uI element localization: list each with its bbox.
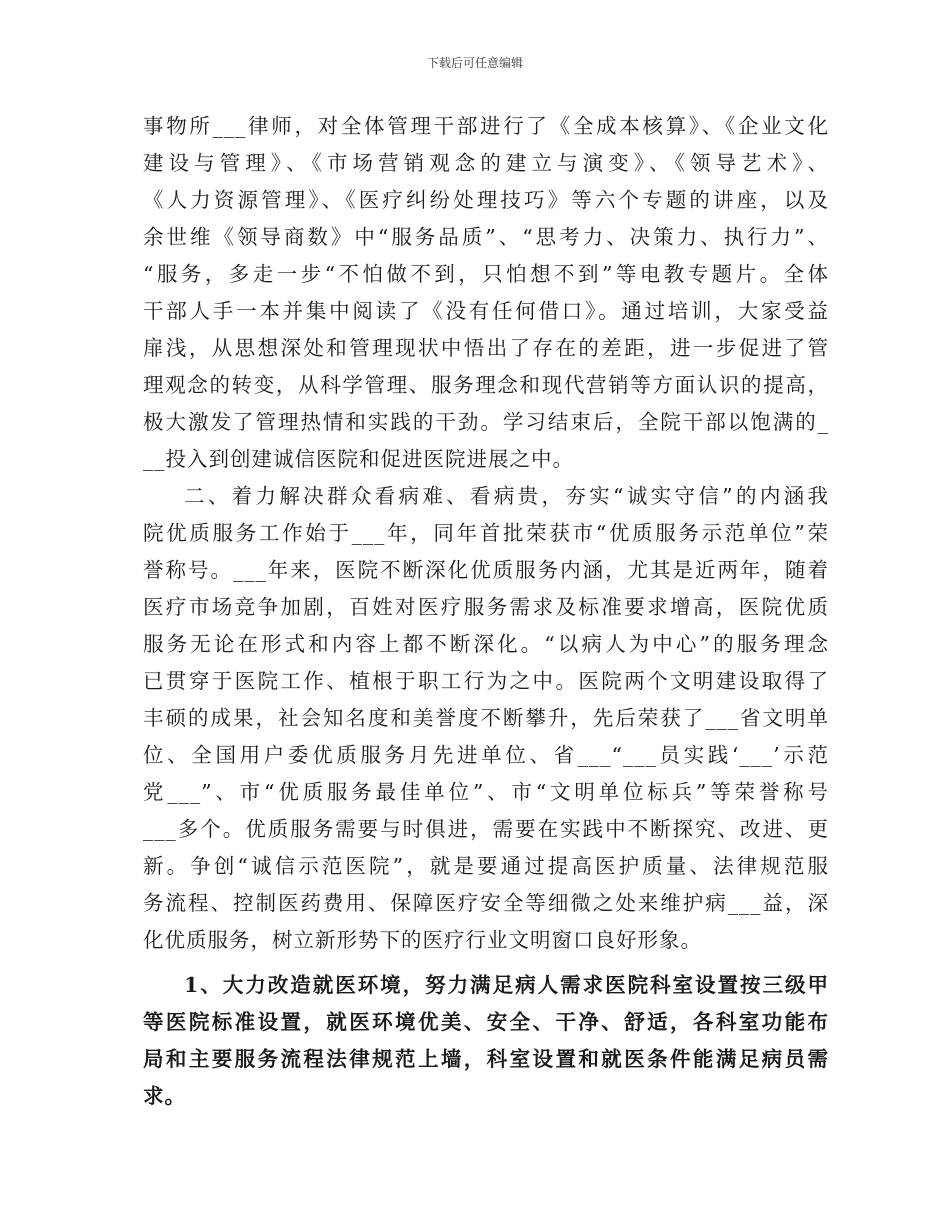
text-line: 新。争创“诚信示范医院”，就是要通过提高医护质量、法律规范服 xyxy=(143,854,829,878)
text-line: 《人力资源管理》、《医疗纠纷处理技巧》等六个专题的讲座，以及 xyxy=(143,188,829,212)
text-line: 化优质服务，树立新形势下的医疗行业文明窗口良好形象。 xyxy=(143,928,702,952)
text-line: 干部人手一本并集中阅读了《没有任何借口》。通过培训，大家受益 xyxy=(143,299,829,323)
text-line: 事物所___律师，对全体管理干部进行了《全成本核算》、《企业文化 xyxy=(143,114,829,138)
text-line: 服务无论在形式和内容上都不断深化。“以病人为中心”的服务理念 xyxy=(143,632,829,656)
text-line: ___多个。优质服务需要与时俱进，需要在实践中不断探究、改进、更 xyxy=(143,817,829,841)
text-line: 二、着力解决群众看病难、看病贵，夯实“诚实守信”的内涵我 xyxy=(184,484,829,508)
text-line: 医疗市场竞争加剧，百姓对医疗服务需求及标准要求增高，医院优质 xyxy=(143,595,829,619)
text-line: 扉浅，从思想深处和管理现状中悟出了存在的差距，进一步促进了管 xyxy=(143,336,829,360)
text-line: 余世维《领导商数》中“服务品质”、“思考力、决策力、执行力”、 xyxy=(143,225,829,249)
text-line: 等医院标准设置，就医环境优美、安全、干净、舒适，各科室功能布 xyxy=(143,1010,829,1034)
document-body xyxy=(143,108,829,1115)
text-line: 院优质服务工作始于___年，同年首批荣获市“优质服务示范单位”荣 xyxy=(143,521,829,545)
text-line: 丰硕的成果，社会知名度和美誉度不断攀升，先后荣获了___省文明单 xyxy=(143,706,829,730)
text-line: 求。 xyxy=(143,1084,186,1108)
text-line: 极大激发了管理热情和实践的干劲。学习结束后，全院干部以饱满的_ xyxy=(143,410,829,434)
paragraph-gap xyxy=(143,959,829,967)
text-line: 党___”、市“优质服务最佳单位”、市“文明单位标兵”等荣誉称号 xyxy=(143,780,829,804)
paragraph xyxy=(143,967,829,1115)
text-line: 务流程、控制医药费用、保障医疗安全等细微之处来维护病___益，深 xyxy=(143,891,829,915)
text-line: 理观念的转变，从科学管理、服务理念和现代营销等方面认识的提高， xyxy=(143,373,829,397)
text-line: 建设与管理》、《市场营销观念的建立与演变》、《领导艺术》、 xyxy=(143,151,829,175)
text-line: 局和主要服务流程法律规范上墙，科室设置和就医条件能满足病员需 xyxy=(143,1047,829,1071)
text-line: “服务，多走一步“不怕做不到，只怕想不到”等电教专题片。全体 xyxy=(143,262,829,286)
text-line: 誉称号。___年来，医院不断深化优质服务内涵，尤其是近两年，随着 xyxy=(143,558,829,582)
paragraph xyxy=(143,108,829,478)
text-line: __投入到创建诚信医院和促进医院进展之中。 xyxy=(143,447,574,471)
text-line: 已贯穿于医院工作、植根于职工行为之中。医院两个文明建设取得了 xyxy=(143,669,829,693)
paragraph xyxy=(143,478,829,959)
text-line: 1、大力改造就医环境，努力满足病人需求医院科室设置按三级甲 xyxy=(184,973,829,997)
page-header: 下载后可任意编辑 xyxy=(426,56,523,70)
text-line: 位、全国用户委优质服务月先进单位、省___“___员实践‘___’示范 xyxy=(143,743,829,767)
